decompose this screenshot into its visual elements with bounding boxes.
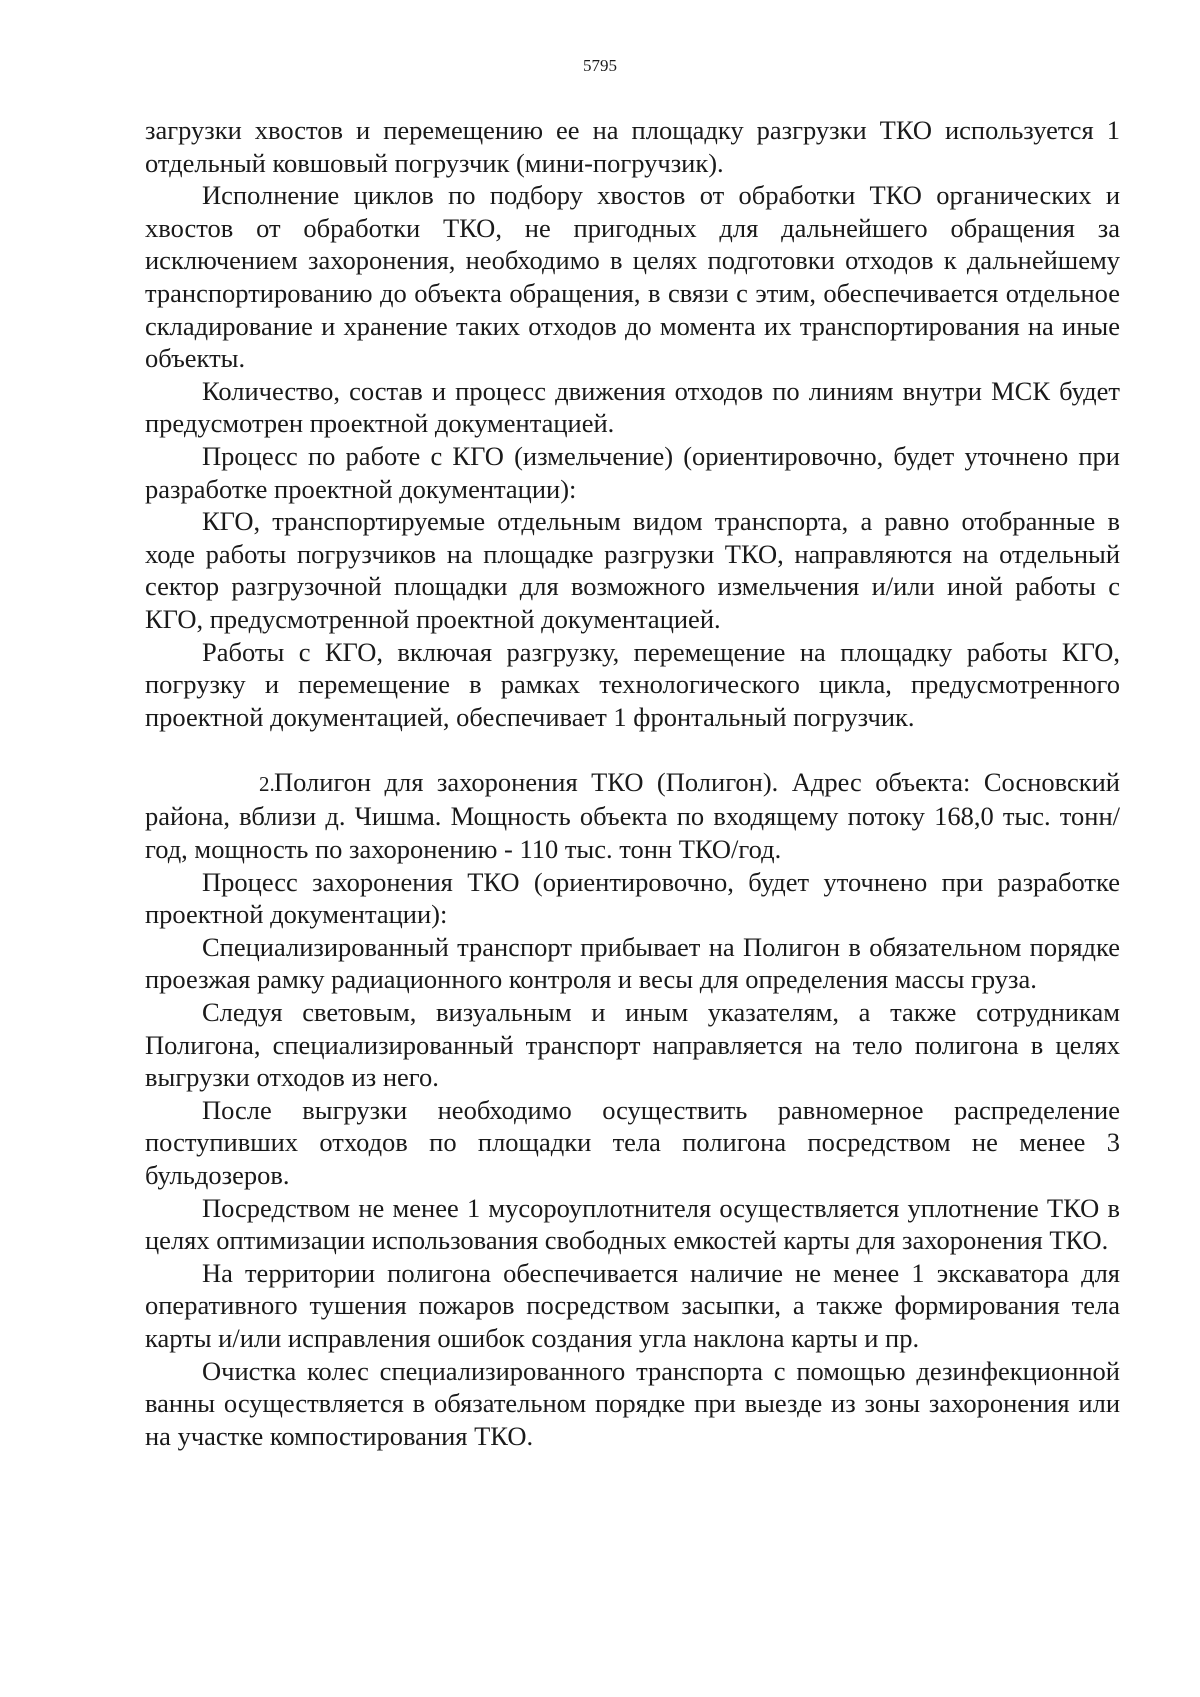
- paragraph: Процесс захоронения ТКО (ориентировочно, будет уточнено при разработке проектной документации):: [145, 866, 1120, 930]
- numbered-item: [145, 766, 1120, 866]
- paragraph: Работы с КГО, включая разгрузку, перемещение на площадку работы КГО, погрузку и перемещение в рамках технологического цикла, предусмотренного проектной документацией, обеспечивает 1 фронтальный погрузчик.: [145, 636, 1120, 732]
- paragraph: Специализированный транспорт прибывает на Полигон в обязательном порядке проезжая рамку радиационного контроля и весы для определения массы груза.: [145, 931, 1120, 995]
- paragraph: На территории полигона обеспечивается наличие не менее 1 экскаватора для оперативного тушения пожаров посредством засыпки, а также формирования тела карты и/или исправления ошибок создания угла наклона карты и пр.: [145, 1257, 1120, 1353]
- paragraph: После выгрузки необходимо осуществить равномерное распределение поступивших отходов по площадки тела полигона посредством не менее 3 бульдозеров.: [145, 1094, 1120, 1190]
- paragraph: Процесс по работе с КГО (измельчение) (ориентировочно, будет уточнено при разработке проектной документации):: [145, 440, 1120, 504]
- page-number: 5795: [583, 56, 617, 75]
- item-text: Полигон для захоронения ТКО (Полигон). Адрес объекта: Сосновский района, вблизи д. Чишма. Мощность объекта по входящему потоку 168,0 тыс. тонн/год, мощность по захоронению - 110 тыс. тонн ТКО/год.: [145, 766, 1120, 865]
- paragraph: Очистка колес специализированного транспорта с помощью дезинфекционной ванны осуществляется в обязательном порядке при выезде из зоны захоронения или на участке компостирования ТКО.: [145, 1355, 1120, 1451]
- paragraph: Количество, состав и процесс движения отходов по линиям внутри МСК будет предусмотрен проектной документацией.: [145, 375, 1120, 439]
- document-body: [145, 114, 1120, 1452]
- item-number: 2.: [259, 771, 275, 796]
- paragraph-continued: загрузки хвостов и перемещению ее на площадку разгрузки ТКО используется 1 отдельный ковшовый погрузчик (мини-погручзик).: [145, 115, 1120, 178]
- paragraph: Следуя световым, визуальным и иным указателям, а также сотрудникам Полигона, специализированный транспорт направляется на тело полигона в целях выгрузки отходов из него.: [145, 997, 1120, 1093]
- paragraph: КГО, транспортируемые отдельным видом транспорта, а равно отобранные в ходе работы погрузчиков на площадке разгрузки ТКО, направляются на отдельный сектор разгрузочной площадки для возможного измельчения и/или иной работы с КГО, предусмотренной проектной документацией.: [145, 506, 1120, 634]
- paragraph: Исполнение циклов по подбору хвостов от обработки ТКО органических и хвостов от обработки ТКО, не пригодных для дальнейшего обращения за исключением захоронения, необходимо в целях подготовки отходов к дальнейшему транспортированию до объекта обращения, в связи с этим, обеспечивается отдельное складирование и хранение таких отходов до момента их транспортирования на иные объекты.: [145, 180, 1120, 374]
- paragraph: Посредством не менее 1 мусороуплотнителя осуществляется уплотнение ТКО в целях оптимизации использования свободных емкостей карты для захоронения ТКО.: [145, 1192, 1120, 1256]
